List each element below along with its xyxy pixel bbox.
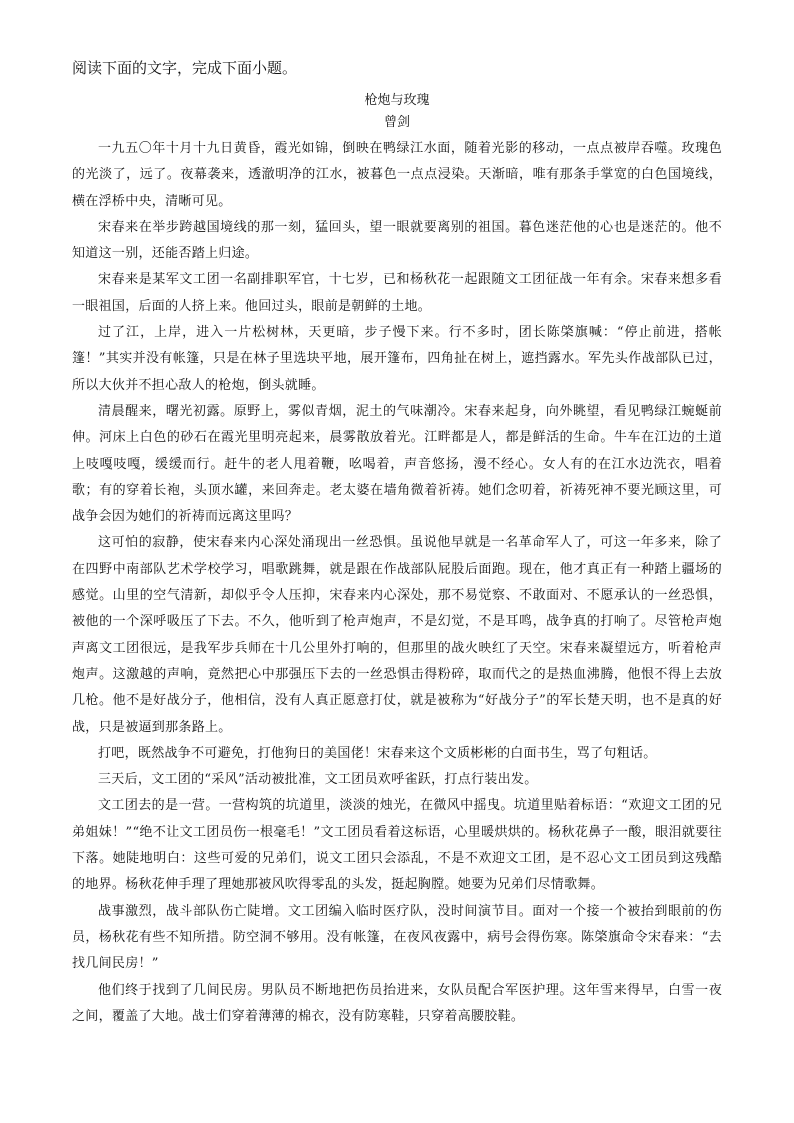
article-author: 曾剑	[383, 115, 410, 130]
paragraph-10: 战事激烈，战斗部队伤亡陡增。文工团编入临时医疗队，没时间演节目。面对一个接一个被抬到眼前的伤员，杨秋花有些不知所措。防空洞不够用。没有帐篷，在夜风夜露中，病号会得伤寒。陈棨旗命令宋春来：“去找几间民房！”	[72, 903, 722, 972]
paragraph-7: 打吧，既然战争不可避免，打他狗日的美国佬！宋春来这个文质彬彬的白面书生，骂了句粗话。	[98, 745, 657, 761]
paragraph-4: 过了江，上岸，进入一片松树林，天更暗，步子慢下来。行不多时，团长陈棨旗喊：“停止前进，搭帐篷！”其实并没有帐篷，只是在林子里选块平地，展开篷布，四角扯在树上，遮挡露水。军先头作战部队已过，所以大伙并不担心敌人的枪炮，倒头就睡。	[72, 325, 722, 393]
question-instruction: 阅读下面的文字，完成下面小题。	[72, 60, 298, 77]
paragraph-5: 清晨醒来，曙光初露。原野上，雾似青烟，泥土的气味潮冷。宋春来起身，向外眺望，看见鸭绿江蜿蜒前伸。河床上白色的砂石在霞光里明亮起来，晨雾散放着光。江畔都是人，都是鲜活的生命。牛车在江边的土道上吱嘎吱嘎，缓缓而行。赶牛的老人甩着鞭，吆喝着，声音悠扬，漫不经心。女人有的在江水边洗衣，唱着歌；有的穿着长袍，头顶水罐，来回奔走。老太婆在墙角微着祈祷。她们念叨着，祈祷死神不要光顾这里，可战争会因为她们的祈祷而远离这里吗？	[72, 403, 722, 525]
article-title: 枪炮与玫瑰	[364, 93, 430, 108]
paragraph-11: 他们终于找到了几间民房。男队员不断地把伤员抬进来，女队员配合军医护理。这年雪来得早，白雪一夜之间，覆盖了大地。战士们穿着薄薄的棉衣，没有防寒鞋，只穿着高腰胶鞋。	[72, 982, 722, 1024]
paragraph-8: 三天后，文工团的“采风”活动被批准，文工团员欢呼雀跃，打点行装出发。	[98, 772, 538, 788]
paragraph-3: 宋春来是某军文工团一名副排职军官，十七岁，已和杨秋花一起跟随文工团征战一年有余。宋春来想多看一眼祖国，后面的人挤上来。他回过头，眼前是朝鲜的土地。	[72, 272, 722, 314]
paragraph-9: 文工团去的是一营。一营构筑的坑道里，淡淡的烛光，在微风中摇曳。坑道里贴着标语：“欢迎文工团的兄弟姐妹！”“绝不让文工团员伤一根毫毛！”文工团员看着这标语，心里暖烘烘的。杨秋花鼻子一酸，眼泪就要往下落。她陡地明白：这些可爱的兄弟们，说文工团只会添乱，不是不欢迎文工团，是不忍心文工团员到这残酷的地界。杨秋花伸手理了理她那被风吹得零乱的头发，挺起胸膛。她要为兄弟们尽情歌舞。	[72, 798, 722, 893]
paragraph-1: 一九五〇年十月十九日黄昏，霞光如锦，倒映在鸭绿江水面，随着光影的移动，一点点被岸吞噬。玫瑰色的光淡了，远了。夜幕袭来，透澈明净的江水，被暮色一点点浸染。天渐暗，唯有那条手掌宽的白色国境线，横在浮桥中央，清晰可见。	[72, 141, 722, 209]
paragraph-2: 宋春来在举步跨越国境线的那一刻，猛回头，望一眼就要离别的祖国。暮色迷茫他的心也是迷茫的。他不知道这一别，还能否踏上归途。	[72, 219, 722, 262]
document-page	[72, 56, 722, 1030]
paragraph-6: 这可怕的寂静，使宋春来内心深处涌现出一丝恐惧。虽说他早就是一名革命军人了，可这一年多来，除了在四野中南部队艺术学校学习，唱歌跳舞，就是跟在作战部队屁股后面跑。现在，他才真正有一种踏上疆场的感觉。山里的空气清新，却似乎令人压抑，宋春来内心深处，那不易觉察、不敢面对、不愿承认的一丝恐惧，被他的一个深呼吸压了下去。不久，他听到了枪声炮声，不是幻觉，不是耳鸣，战争真的打响了。尽管枪声炮声离文工团很远，是我军步兵师在十几公里外打响的，但那里的战火映红了天空。宋春来凝望远方，听着枪声炮声。这激越的声响，竟然把心中那强压下去的一丝恐惧击得粉碎，取而代之的是热血沸腾，他恨不得上去放几枪。他不是好战分子，他相信，没有人真正愿意打仗，就是被称为“好战分子”的军长楚天明，也不是真的好战，只是被逼到那条路上。	[72, 535, 722, 735]
